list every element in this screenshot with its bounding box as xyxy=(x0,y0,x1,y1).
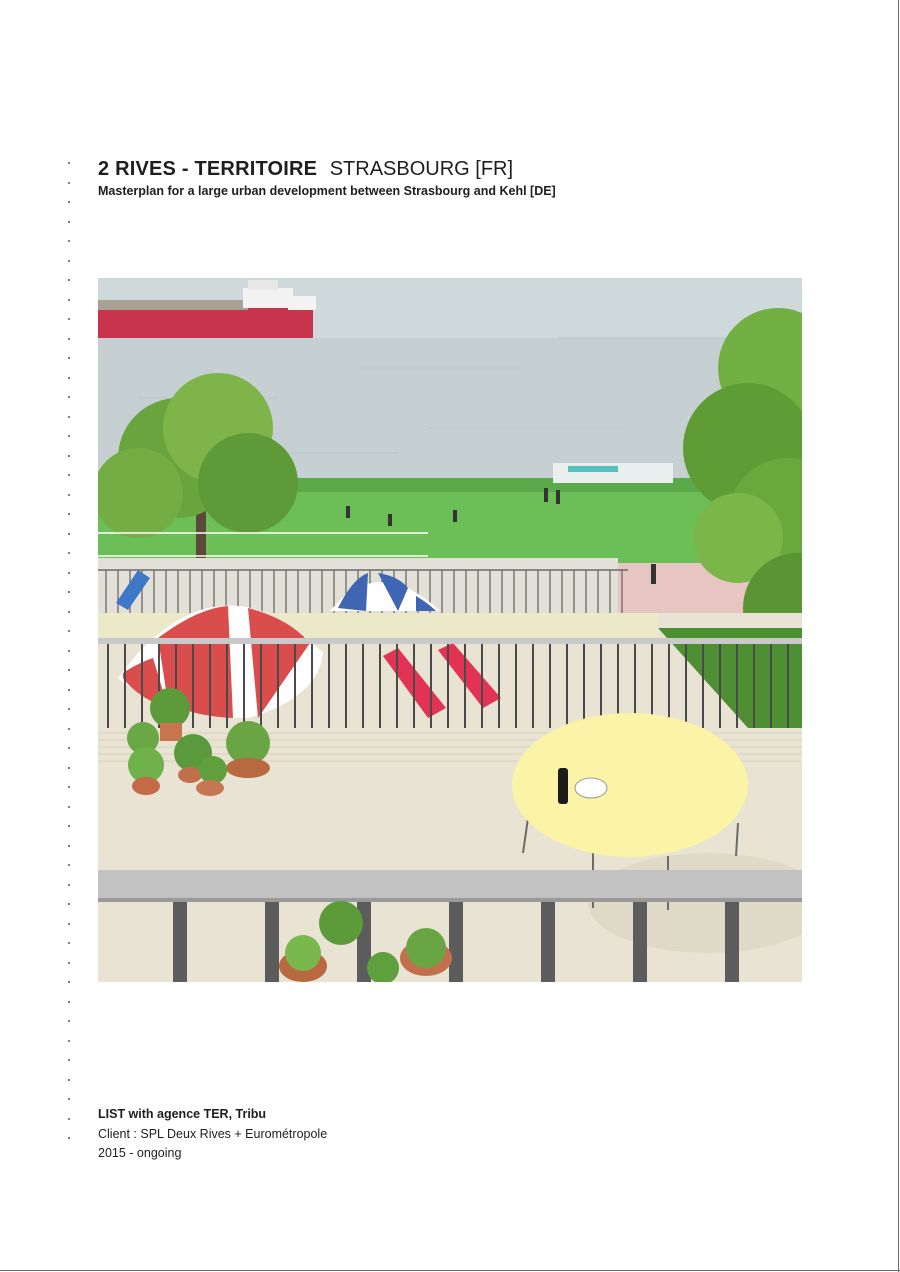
margin-dot xyxy=(68,981,70,983)
margin-dot xyxy=(68,201,70,203)
margin-dot xyxy=(68,669,70,671)
margin-dot xyxy=(68,923,70,925)
margin-dot xyxy=(68,611,70,613)
project-credits xyxy=(98,1105,327,1164)
margin-dot xyxy=(68,767,70,769)
margin-dot xyxy=(68,357,70,359)
margin-dot xyxy=(68,708,70,710)
margin-dot xyxy=(68,240,70,242)
project-location: STRASBOURG [FR] xyxy=(329,158,514,180)
margin-dot xyxy=(68,747,70,749)
margin-dot xyxy=(68,884,70,886)
margin-dot xyxy=(68,962,70,964)
margin-dot xyxy=(68,435,70,437)
project-title-line xyxy=(98,158,513,181)
margin-dot xyxy=(68,903,70,905)
margin-dot xyxy=(68,1059,70,1061)
margin-dot-column xyxy=(68,162,74,1157)
margin-dot xyxy=(68,825,70,827)
margin-dot xyxy=(68,416,70,418)
margin-dot xyxy=(68,786,70,788)
margin-dot xyxy=(68,474,70,476)
margin-dot xyxy=(68,279,70,281)
margin-dot xyxy=(68,650,70,652)
margin-dot xyxy=(68,221,70,223)
margin-dot xyxy=(68,1137,70,1139)
margin-dot xyxy=(68,942,70,944)
project-visual xyxy=(98,278,802,982)
margin-dot xyxy=(68,533,70,535)
margin-dot xyxy=(68,591,70,593)
margin-dot xyxy=(68,806,70,808)
margin-dot xyxy=(68,1001,70,1003)
margin-dot xyxy=(68,689,70,691)
margin-dot xyxy=(68,494,70,496)
margin-dot xyxy=(68,1079,70,1081)
margin-dot xyxy=(68,377,70,379)
margin-dot xyxy=(68,162,70,164)
credit-team: LIST with agence TER, Tribu xyxy=(98,1107,267,1121)
margin-dot xyxy=(68,552,70,554)
project-title: 2 RIVES - TERRITOIRE xyxy=(98,158,318,180)
project-subtitle: Masterplan for a large urban development between Strasbourg and Kehl [DE] xyxy=(98,184,556,198)
margin-dot xyxy=(68,182,70,184)
margin-dot xyxy=(68,513,70,515)
margin-dot xyxy=(68,572,70,574)
margin-dot xyxy=(68,1040,70,1042)
margin-dot xyxy=(68,630,70,632)
page-edge xyxy=(898,0,899,1272)
margin-dot xyxy=(68,338,70,340)
margin-dot xyxy=(68,1020,70,1022)
margin-dot xyxy=(68,864,70,866)
margin-dot xyxy=(68,728,70,730)
page-edge xyxy=(0,1270,900,1271)
credit-client: Client : SPL Deux Rives + Eurométropole xyxy=(98,1126,328,1141)
credit-period: 2015 - ongoing xyxy=(98,1146,182,1160)
margin-dot xyxy=(68,396,70,398)
margin-dot xyxy=(68,318,70,320)
margin-dot xyxy=(68,845,70,847)
margin-dot xyxy=(68,1118,70,1120)
margin-dot xyxy=(68,1098,70,1100)
margin-dot xyxy=(68,260,70,262)
margin-dot xyxy=(68,299,70,301)
margin-dot xyxy=(68,455,70,457)
